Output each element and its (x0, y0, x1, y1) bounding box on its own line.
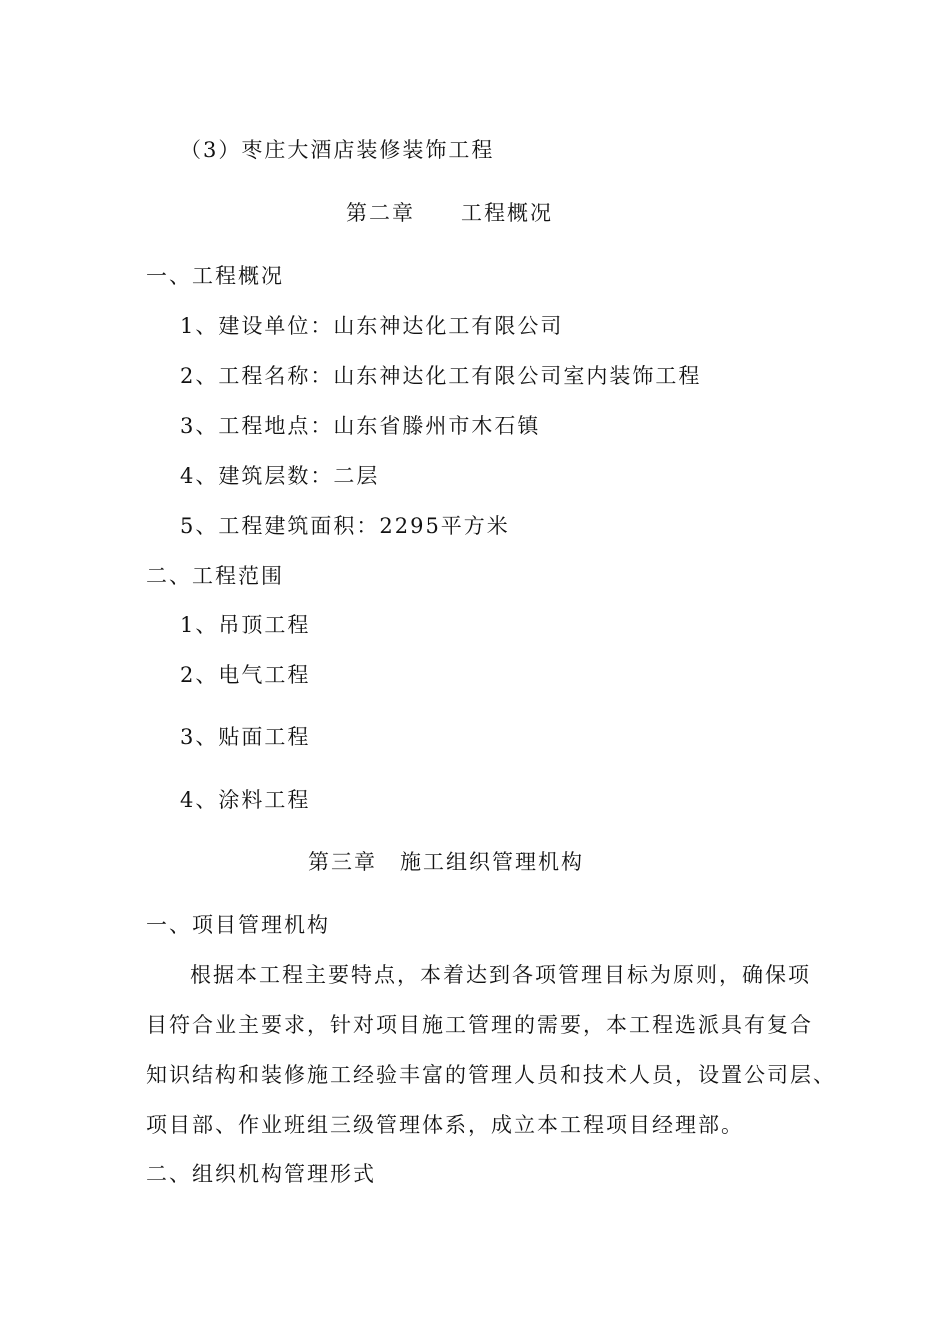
project-management-title: 一、项目管理机构 (146, 913, 330, 937)
overview-item: 3、工程地点：山东省滕州市木石镇 (180, 414, 541, 438)
overview-item: 1、建设单位：山东神达化工有限公司 (180, 314, 564, 338)
scope-item: 2、电气工程 (180, 663, 311, 687)
intro-item: （3）枣庄大酒店装修装饰工程 (180, 138, 495, 162)
scope-item: 1、吊顶工程 (180, 613, 311, 637)
scope-item: 3、贴面工程 (180, 725, 311, 749)
section-1-title: 一、工程概况 (146, 264, 284, 288)
overview-item: 2、工程名称：山东神达化工有限公司室内装饰工程 (180, 364, 702, 388)
chapter-3-title: 第三章 施工组织管理机构 (308, 850, 584, 874)
overview-item: 5、工程建筑面积：2295平方米 (180, 514, 510, 538)
scope-item: 4、涂料工程 (180, 788, 311, 812)
paragraph-line: 项目部、作业班组三级管理体系，成立本工程项目经理部。 (146, 1113, 744, 1137)
paragraph-line: 知识结构和装修施工经验丰富的管理人员和技术人员，设置公司层、 (146, 1063, 836, 1087)
section-2-title: 二、工程范围 (146, 564, 284, 588)
paragraph-line: 根据本工程主要特点，本着达到各项管理目标为原则，确保项 (190, 963, 811, 987)
paragraph-line: 目符合业主要求，针对项目施工管理的需要，本工程选派具有复合 (146, 1013, 813, 1037)
organization-form-title: 二、组织机构管理形式 (146, 1162, 376, 1186)
overview-item: 4、建筑层数：二层 (180, 464, 380, 488)
chapter-2-title: 第二章 工程概况 (346, 201, 553, 225)
